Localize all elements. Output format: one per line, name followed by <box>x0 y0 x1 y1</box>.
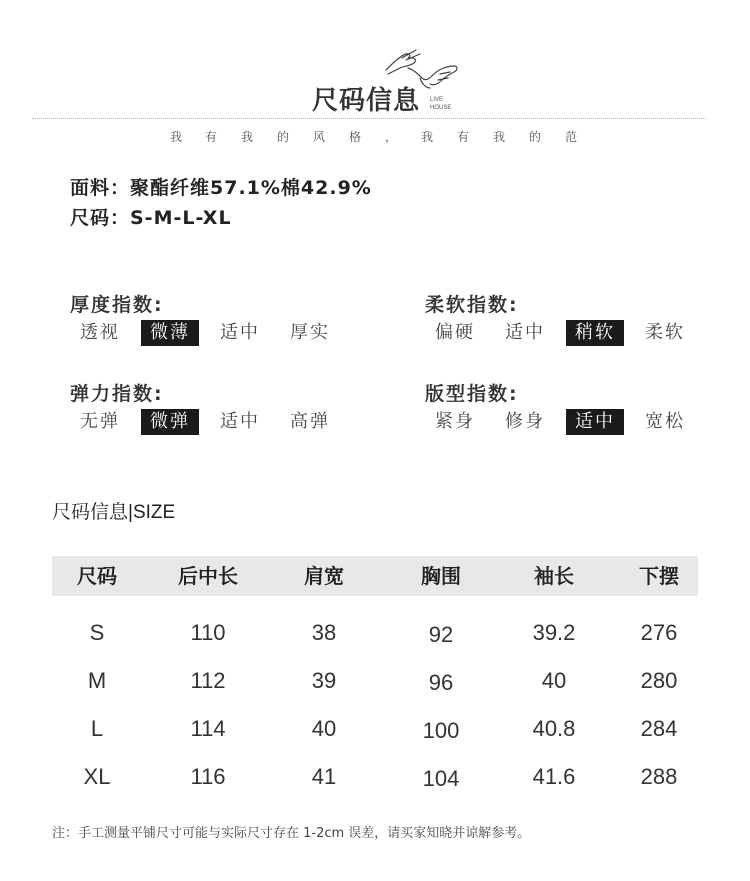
size-table-cell: 288 <box>640 764 678 789</box>
size-table-row <box>52 668 698 698</box>
size-table-cell: XL <box>83 764 111 789</box>
fit-index-options <box>0 409 750 435</box>
slogan-char: 的 <box>529 130 542 144</box>
size-table-cell: 104 <box>422 766 460 791</box>
slogan-char: 格 <box>349 130 362 144</box>
dotted-divider <box>32 118 706 119</box>
thickness-option: 适中 <box>220 322 260 343</box>
softness-option-selected: 稍软 <box>566 320 624 346</box>
size-table-cell: 38 <box>311 620 337 645</box>
slogan-char: 有 <box>457 130 470 144</box>
elasticity-option: 适中 <box>220 411 260 432</box>
thickness-option: 厚实 <box>290 322 330 343</box>
fabric-material: 面料：聚酯纤维57.1%棉42.9% <box>70 177 372 199</box>
size-table-header-cell: 胸围 <box>421 564 461 588</box>
fabric-sizes: 尺码：S-M-L-XL <box>70 207 232 229</box>
size-title-en: |SIZE <box>128 502 176 523</box>
size-table-header-cell: 下摆 <box>639 564 679 588</box>
softness-index-title: 柔软指数: <box>425 294 519 316</box>
elasticity-index-title: 弹力指数: <box>70 383 164 405</box>
size-table-cell: 92 <box>428 622 454 647</box>
size-table-cell: 276 <box>640 620 678 645</box>
softness-option: 柔软 <box>645 322 685 343</box>
fit-option: 宽松 <box>645 411 685 432</box>
logo-text-line-1: LIVE <box>430 97 444 103</box>
size-table-cell: 96 <box>428 670 454 695</box>
size-table-cell: 116 <box>190 764 226 789</box>
size-table-cell: 40.8 <box>532 716 576 741</box>
size-table-row <box>52 620 698 650</box>
slogan-char: 我 <box>241 130 254 144</box>
size-table-cell: M <box>87 668 107 693</box>
softness-option: 适中 <box>505 322 545 343</box>
slogan-char: 范 <box>565 130 578 144</box>
slogan <box>0 128 750 144</box>
size-table-cell: 112 <box>190 668 226 693</box>
slogan-char: 风 <box>313 130 326 144</box>
softness-option: 偏硬 <box>435 322 475 343</box>
slogan-char: ， <box>385 130 398 144</box>
logo-text-line-2: HOUSE <box>430 105 452 111</box>
size-table-cell: 114 <box>190 716 226 741</box>
size-table-cell: 100 <box>422 718 460 743</box>
slogan-char: 我 <box>421 130 434 144</box>
slogan-char: 我 <box>170 130 183 144</box>
size-table-cell: 39 <box>311 668 337 693</box>
softness-index-options <box>0 320 750 346</box>
elasticity-option: 无弹 <box>80 411 120 432</box>
fit-option-selected: 适中 <box>566 409 624 435</box>
slogan-char: 我 <box>493 130 506 144</box>
size-table-cell: 39.2 <box>532 620 576 645</box>
thickness-option: 透视 <box>80 322 120 343</box>
size-table-row <box>52 716 698 746</box>
size-table-header-cell: 尺码 <box>77 564 117 588</box>
size-table-cell: 41.6 <box>532 764 576 789</box>
elasticity-option-selected: 微弹 <box>141 409 199 435</box>
thickness-index-title: 厚度指数: <box>70 294 164 316</box>
size-table-cell: S <box>89 620 105 645</box>
size-table-header-cell: 袖长 <box>534 564 574 588</box>
size-table-cell: L <box>90 716 104 741</box>
page-title: 尺码信息 <box>312 86 421 116</box>
size-table-row <box>52 764 698 794</box>
size-table-cell: 40 <box>541 668 567 693</box>
fit-option: 修身 <box>505 411 545 432</box>
fit-option: 紧身 <box>435 411 475 432</box>
size-table-header-cell: 后中长 <box>178 564 238 588</box>
measurement-note: 注：手工测量平铺尺寸可能与实际尺寸存在 1-2cm 误差，请买家知晓并谅解参考。 <box>52 826 531 841</box>
size-title-zh: 尺码信息 <box>52 501 129 523</box>
slogan-char: 的 <box>277 130 290 144</box>
elasticity-option: 高弹 <box>290 411 330 432</box>
size-table-header-cell: 肩宽 <box>304 564 344 588</box>
size-table-cell: 284 <box>640 716 678 741</box>
thickness-option-selected: 微薄 <box>141 320 199 346</box>
size-table-cell: 110 <box>190 620 226 645</box>
fit-index-title: 版型指数: <box>425 383 519 405</box>
size-table-cell: 280 <box>640 668 678 693</box>
size-table-cell: 40 <box>311 716 337 741</box>
logo-text <box>430 96 451 112</box>
size-table-header <box>52 556 698 596</box>
size-section-title <box>52 497 175 524</box>
slogan-char: 有 <box>205 130 218 144</box>
size-table-cell: 41 <box>311 764 337 789</box>
